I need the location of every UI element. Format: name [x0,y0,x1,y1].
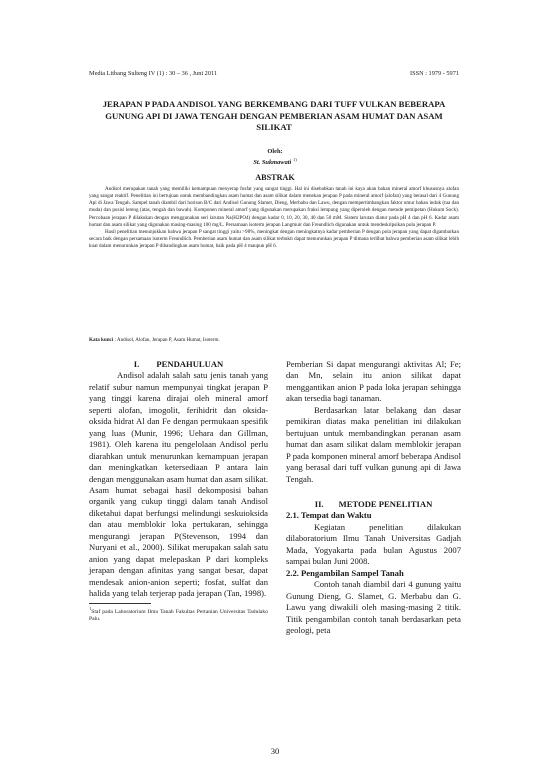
section-heading-introduction: I. PENDAHULUAN [133,359,224,369]
right-column [286,359,461,636]
footnote-text: Staf pada Laboratorium Ilmu Tanah Fakultas Pertanian Universitas Tadulako Palu. [89,608,268,622]
subsection-heading-place-time: 2.1. Tempat dan Waktu [286,510,372,521]
keywords [89,337,459,343]
abstract-paragraph: Andisol merupakan tanah yang memiliki kemampuan menyerap fosfat yang sangat tinggi. Hal ini disebabkan tanah ini kaya akan bahan mineral amorf khususnya alofan yang sangat reaktif. Penelitian ini bertujuan untuk membandingkan asam humat dan asam silikat dalam menekan jerapan P pada mineral amorf (alofan) yang berasal dari 4 Gunung Api di Jawa Tengah. Sampel tanah diambil dari horison B/C dari Andisol Gunung Slamet, Dieng, Merbabu dan Lawu, dengan mempertimbangkan faktor umur bahan induk (tua dan muda) dan posisi lereng (atas, tengah dan bawah). Komponen mineral amorf yang digunakan merupakan fraksi lempung yang diperoleh dengan metode pemipetan (Hukum Sock). Percobaan jerapan P dilakukan dengan menggunakan seri larutan Na(H2PO4) dengan kadar 0, 10, 20, 30, 40 dan 50 mM. Sistem larutan diatur pada pH 4 dan pH 6. Kadar asam humat dan asam silikat yang digunakan masing-masing 100 mg/L. Persamaan isoterm jerapan Langmuir dan Freundlich digunakan untuk mendeskripsikan pola jerapan P. [89,186,459,228]
issn-label: ISSN : 1979 - 5971 [410,70,459,77]
introduction-continuation: Pemberian Si dapat mengurangi aktivitas Al; Fe; dan Mn, selain itu anion silikat dapat menggantikan anion P pada loka jerapan sehingga akan tersedia bagi tanaman. [286,359,461,404]
section-heading-methods: II. METODE PENELITIAN [314,498,433,509]
keywords-label: Kata kunci [89,337,114,343]
author-affiliation-marker: 1) [292,157,297,162]
journal-citation: Media Litbang Sulteng IV (1) : 30 – 36 , Juni 2011 [89,70,218,77]
running-header [89,70,459,77]
subsection-heading-sampling: 2.2. Pengambilan Sampel Tanah [286,567,404,578]
footnote-rule [89,603,151,604]
abstract-heading: ABSTRAK [255,173,295,182]
paper-title: JERAPAN P PADA ANDISOL YANG BERKEMBANG DARI TUFF VULKAN BEBERAPA GUNUNG API DI JAWA TENGAH DENGAN PEMBERIAN ASAM HUMAT DAN ASAM SILIKAT [102,99,446,133]
page-number: 30 [270,746,280,756]
author-line [0,156,550,167]
abstract-body [89,186,459,250]
sampling-paragraph: Contoh tanah diambil dari 4 gunung yaitu Gunung Dieng, G. Slamet, G. Merbabu dan G. Lawu yang diwakili oleh masing-masing 2 titik. Titik pengambilan contoh tanah berdasarkan peta geologi, peta [286,579,461,635]
abstract-paragraph: Hasil penelitian menunjukkan bahwa jerapan P sangat tinggi yaitu >98%, meningkat dengan meningkatnya kadar pemberian P dengan pola jerapan yang dapat digambarkan secara baik dengan persamaan isoterm Freundlich. Pemberian asam humat dan asam silikat terbukti dapat menurunkan jerapan P dimana terlihat bahwa pemberian asam silikat lebih kuat dalam menurunkan jerapan P dibandingkan asam humat, baik pada pH 4 maupun pH 6. [89,228,459,250]
footnote-marker: 1 [89,605,92,611]
byline-label: Oleh: [267,148,283,155]
author-name: St. Sukmawati [253,159,292,167]
introduction-paragraph: Andisol adalah salah satu jenis tanah yang relatif subur namun mempunyai tingkat jerapan P yang tinggi karena dirajai oleh mineral amorf seperti alofan, imogolit, ferihidrit dan oksida-oksida hidrat Al dan Fe dengan permukaan spesifik yang luas (Munir, 1996; Uehara dan Gillman, 1981). Oleh karena itu pengelolaan Andisol perlu diarahkan untuk menurunkan kemampuan jerapan dan meningkatkan ketersediaan P antara lain dengan menggunakan asam humat dan asam silikat. Asam humat sebagai hasil dekomposisi bahan organik yang cukup tinggi dalam tanah Andisol diketahui dapat berfungsi melindungi seskuioksida dan atau memblokir loka pertukaran, sehingga mengurangi jerapan P(Stevenson, 1994 dan Nuryani et al., 2000). Silikat merupakan salah satu anion yang dapat melepaskan P dari kompleks jerapan dengan afinitas yang sangat besar, dapat mendesak anion-anion seperti; fosfat, sulfat dan halida yang telah terjerap pada jerapan (Tan, 1998). [89,370,268,599]
footnote [89,605,268,624]
byline [0,148,550,167]
left-column [89,359,268,623]
place-time-paragraph: Kegiatan penelitian dilakukan dilaboratorium Ilmu Tanah Universitas Gadjah Mada, Yogyakarta pada bulan Agustus 2007 sampai bulan Juni 2008. [286,521,461,567]
keywords-text: : Andisol, Alofan, Jerapan P, Asam Humat, Isoterm. [114,337,220,343]
objective-paragraph: Berdasarkan latar belakang dan dasar pemikiran diatas maka penelitian ini dilakukan bertujuan untuk membandingkan peranan asam humat dan asam silikat dalam memblokir jerapan P pada komponen mineral amorf beberapa Andisol yang berasal dari tuff vulkan gunung api di Jawa Tengah. [286,404,461,484]
